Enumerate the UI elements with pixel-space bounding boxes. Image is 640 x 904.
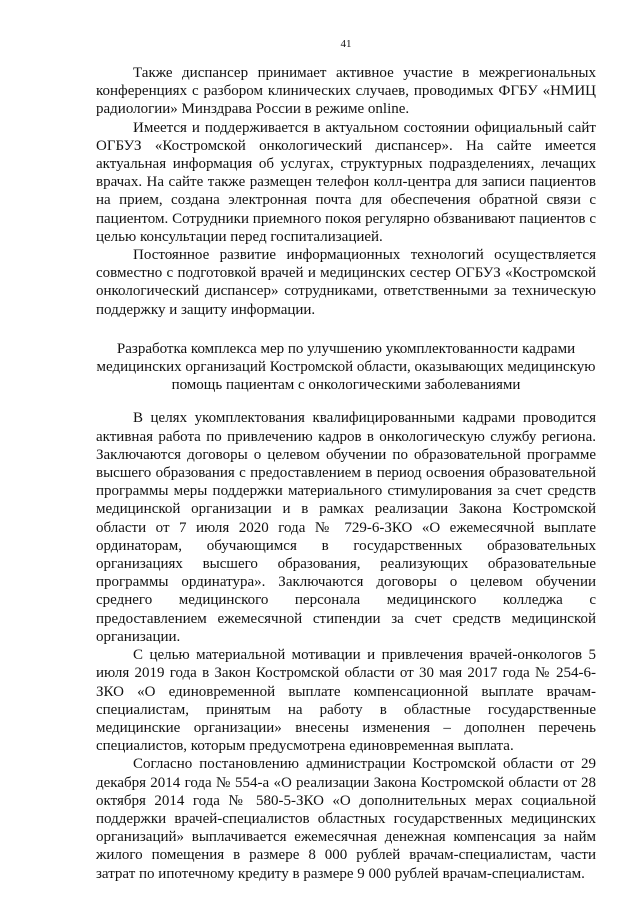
paragraph-official-website: Имеется и поддерживается в актуальном состоянии официальный сайт ОГБУЗ «Костромской онкологический диспансер». На сайте имеется актуальная информация об услугах, структурных подразделениях, лечащих врачах. На сайте также размещен телефон колл-центра для записи пациентов на прием, создана электронная почта для обеспечения обратной связи с пациентом. Сотрудники приемного покоя регулярно обзванивают пациентов с целью консультации перед госпитализацией. [96, 119, 596, 245]
section-heading [96, 340, 596, 395]
section-heading-line: Разработка комплекса мер по улучшению укомплектованности кадрами [116, 340, 576, 357]
paragraph-housing-compensation: Согласно постановлению администрации Костромской области от 29 декабря 2014 года № 554-а «О реализации Закона Костромской области от 28 октября 2014 года № 580-5-ЗКО «О дополнительных мерах социальной поддержки врачей-специалистов областных государственных медицинских организаций» выплачивается ежемесячная денежная компенсация за найм жилого помещения в размере 8 000 рублей врачам-специалистам, части затрат по ипотечному кредиту в размере 9 000 рублей врачам-специалистам. [96, 756, 596, 882]
paragraph-information-technology: Постоянное развитие информационных технологий осуществляется совместно с подготовкой врачей и медицинских сестер ОГБУЗ «Костромской онкологический диспансер» сотрудниками, ответственными за техническую поддержку и защиту информации. [96, 247, 596, 318]
page-number: 41 [340, 38, 352, 50]
section-heading-line: помощь пациентам с онкологическими заболеваниями [171, 377, 521, 394]
paragraph-staffing-measures: В целях укомплектования квалифицированными кадрами проводится активная работа по привлечению кадров в онкологическую службу региона. Заключаются договоры о целевом обучении по образовательной программе высшего образования с предоставлением в период освоения образовательной программы меры поддержки материального стимулирования за счет средств медицинской организации и в рамках реализации Закона Костромской области от 7 июля 2020 года № 729-6-ЗКО «О ежемесячной выплате ординаторам, обучающимся в государственных образовательных организациях высшего образования, реализующих образовательные программы ординатура». Заключаются договоры о целевом обучении среднего медицинского персонала медицинского колледжа с предоставлением ежемесячной стипендии за счет средств медицинской организации. [96, 410, 596, 645]
paragraph-interregional-conferences: Также диспансер принимает активное участие в межрегиональных конференциях с разбором клинических случаев, проводимых ФГБУ «НМИЦ радиологии» Минздрава России в режиме online. [96, 65, 596, 118]
section-heading-line: медицинских организаций Костромской области, оказывающих медицинскую [96, 359, 596, 376]
paragraph-material-motivation: С целью материальной мотивации и привлечения врачей-онкологов 5 июля 2019 года в Закон Костромской области от 30 мая 2017 года № 254-6-ЗКО «О единовременной выплате компенсационной выплате врачам-специалистам, принятым на работу в областные государственные медицинские организации» внесены изменения – дополнен перечень специалистов, которым предусмотрена единовременная выплата. [96, 647, 596, 755]
